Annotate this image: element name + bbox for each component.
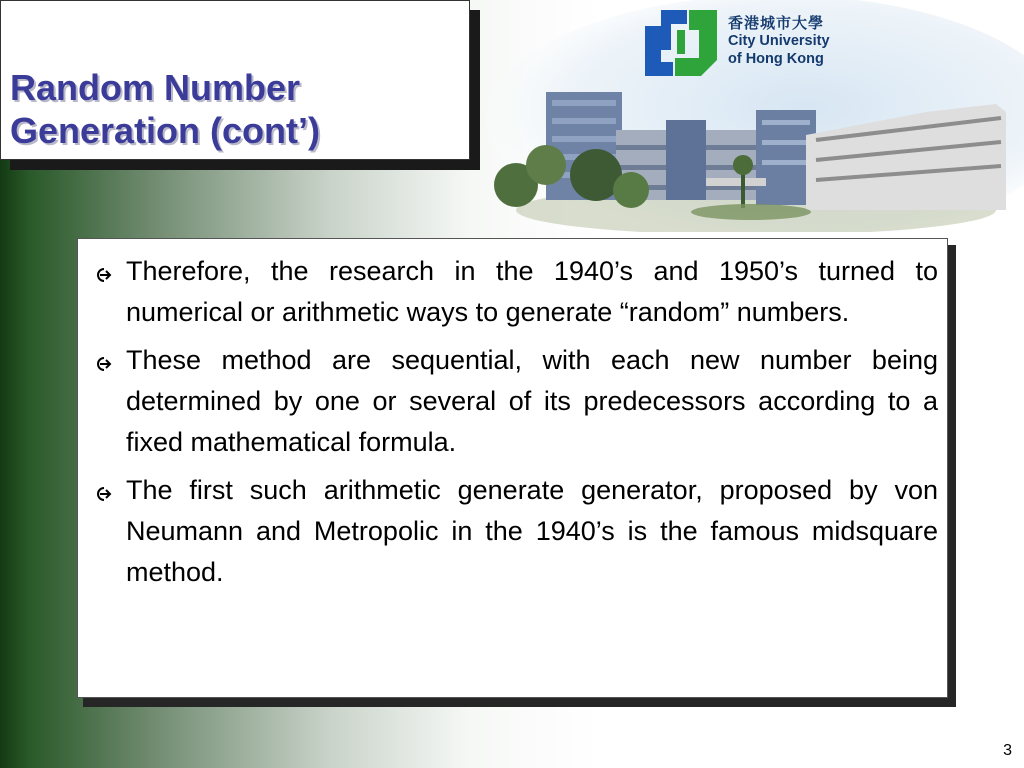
bullet-text: Therefore, the research in the 1940’s and 1950’s turned to numerical or arithmetic ways to generate “random” numbers. <box>126 256 938 327</box>
circled-arrow-right-icon <box>96 356 112 372</box>
circled-arrow-right-icon <box>96 486 112 502</box>
bullet-item <box>88 470 938 593</box>
university-name-line1: City University <box>728 33 830 49</box>
circled-arrow-right-icon <box>96 267 112 283</box>
slide-title: Random Number Generation (cont’) <box>10 67 321 151</box>
bullet-item <box>88 340 938 463</box>
university-name-line2: of Hong Kong <box>728 51 824 67</box>
content-box <box>77 238 948 698</box>
bullet-list <box>88 251 938 600</box>
page-number: 3 <box>1003 742 1012 759</box>
university-name-chinese: 香港城市大學 <box>728 14 825 32</box>
city-university-logo <box>643 6 719 80</box>
bullet-text: These method are sequential, with each new number being determined by one or several of its predecessors according to a fixed mathematical formula. <box>126 345 938 457</box>
bullet-item <box>88 251 938 333</box>
university-name <box>728 14 830 68</box>
bullet-text: The first such arithmetic generate generator, proposed by von Neumann and Metropolic in the 1940’s is the famous midsquare method. <box>126 475 938 587</box>
